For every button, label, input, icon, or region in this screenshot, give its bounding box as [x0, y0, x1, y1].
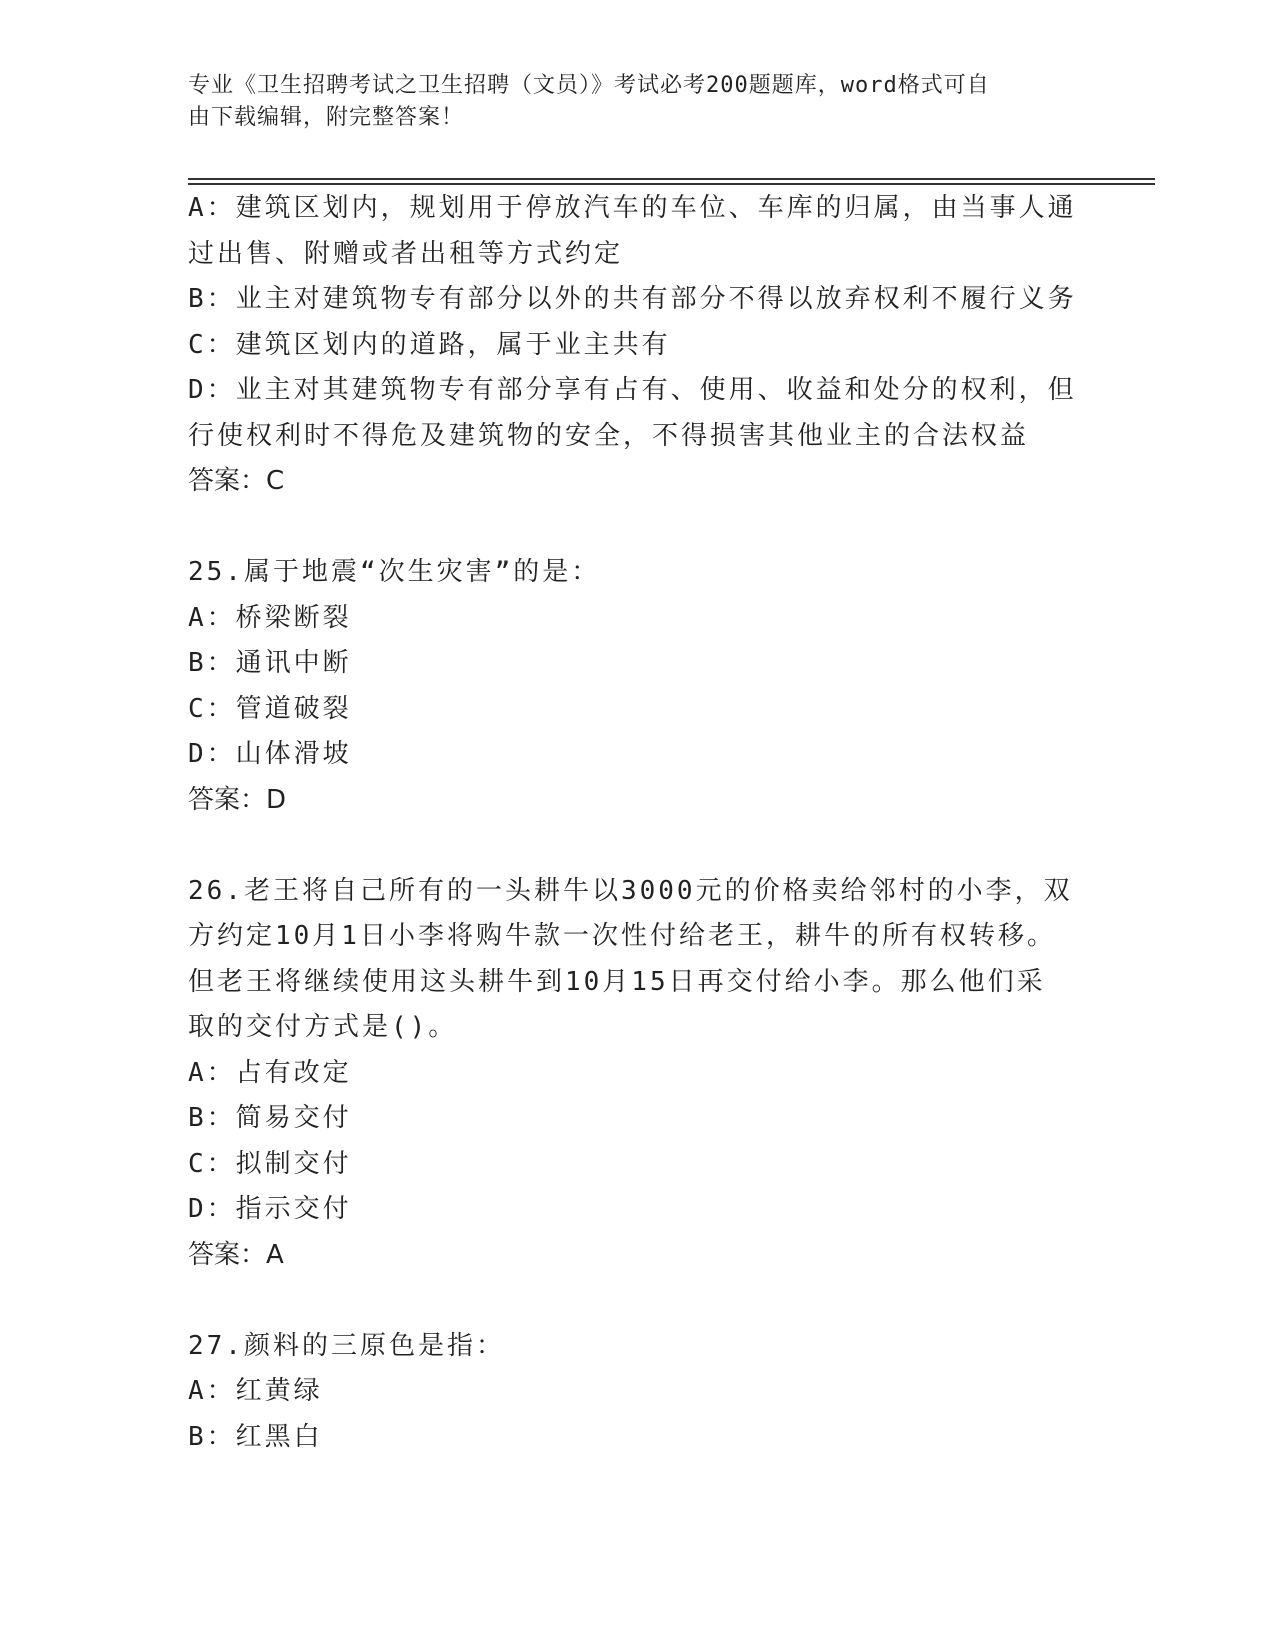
q24-option-b: B：业主对建筑物专有部分以外的共有部分不得以放弃权利不履行义务 — [188, 284, 1077, 314]
document-header — [188, 70, 1068, 134]
q27-option-a: A：红黄绿 — [188, 1376, 323, 1406]
q24-option-a-line-1: A：建筑区划内，规划用于停放汽车的车位、车库的归属，由当事人通 — [188, 193, 1077, 223]
q25-option-c: C：管道破裂 — [188, 693, 352, 724]
header-divider-top — [188, 178, 1155, 180]
q25-question: 25.属于地震“次生灾害”的是： — [188, 557, 601, 587]
q26-option-d: D：指示交付 — [188, 1194, 352, 1224]
header-line-1: 专业《卫生招聘考试之卫生招聘（文员）》考试必考200题题库，word格式可自 — [188, 73, 990, 98]
spacer — [188, 823, 1088, 869]
q26-question-line-2: 方约定10月1日小李将购牛款一次性付给老王，耕牛的所有权转移。 — [188, 921, 1056, 951]
q27-question: 27.颜料的三原色是指： — [188, 1330, 505, 1361]
document-body — [188, 186, 1088, 1460]
q24-option-d-line-1: D：业主对其建筑物专有部分享有占有、使用、收益和处分的权利，但 — [188, 375, 1077, 405]
q25-option-a: A：桥梁断裂 — [188, 602, 352, 633]
q25-option-d: D：山体滑坡 — [188, 739, 352, 769]
q26-question-line-3: 但老王将继续使用这头耕牛到10月15日再交付给小李。那么他们采 — [188, 966, 1046, 997]
q26-answer: 答案：A — [188, 1239, 284, 1270]
q26-question-line-4: 取的交付方式是()。 — [188, 1012, 458, 1042]
q24-option-c: C：建筑区划内的道路，属于业主共有 — [188, 329, 671, 360]
q27-option-b: B：红黑白 — [188, 1421, 323, 1452]
spacer — [188, 1278, 1088, 1324]
question-27-block — [188, 1324, 1088, 1461]
q24-option-a-line-2: 过出售、附赠或者出租等方式约定 — [188, 238, 624, 269]
q26-option-a: A：占有改定 — [188, 1057, 352, 1088]
header-divider-bottom — [188, 183, 1155, 185]
q26-question-line-1: 26.老王将自己所有的一头耕牛以3000元的价格卖给邻村的小李，双 — [188, 875, 1073, 906]
question-25-block — [188, 550, 1088, 823]
question-24-block — [188, 186, 1088, 505]
q26-option-b: B：简易交付 — [188, 1103, 352, 1133]
q25-option-b: B：通讯中断 — [188, 648, 352, 678]
header-line-2: 由下载编辑，附完整答案！ — [188, 105, 465, 130]
q25-answer: 答案：D — [188, 784, 287, 815]
q24-answer: 答案：C — [188, 466, 285, 496]
q26-option-c: C：拟制交付 — [188, 1148, 352, 1179]
q24-option-d-line-2: 行使权利时不得危及建筑物的安全，不得损害其他业主的合法权益 — [188, 420, 1030, 451]
question-26-block — [188, 869, 1088, 1279]
spacer — [188, 505, 1088, 551]
